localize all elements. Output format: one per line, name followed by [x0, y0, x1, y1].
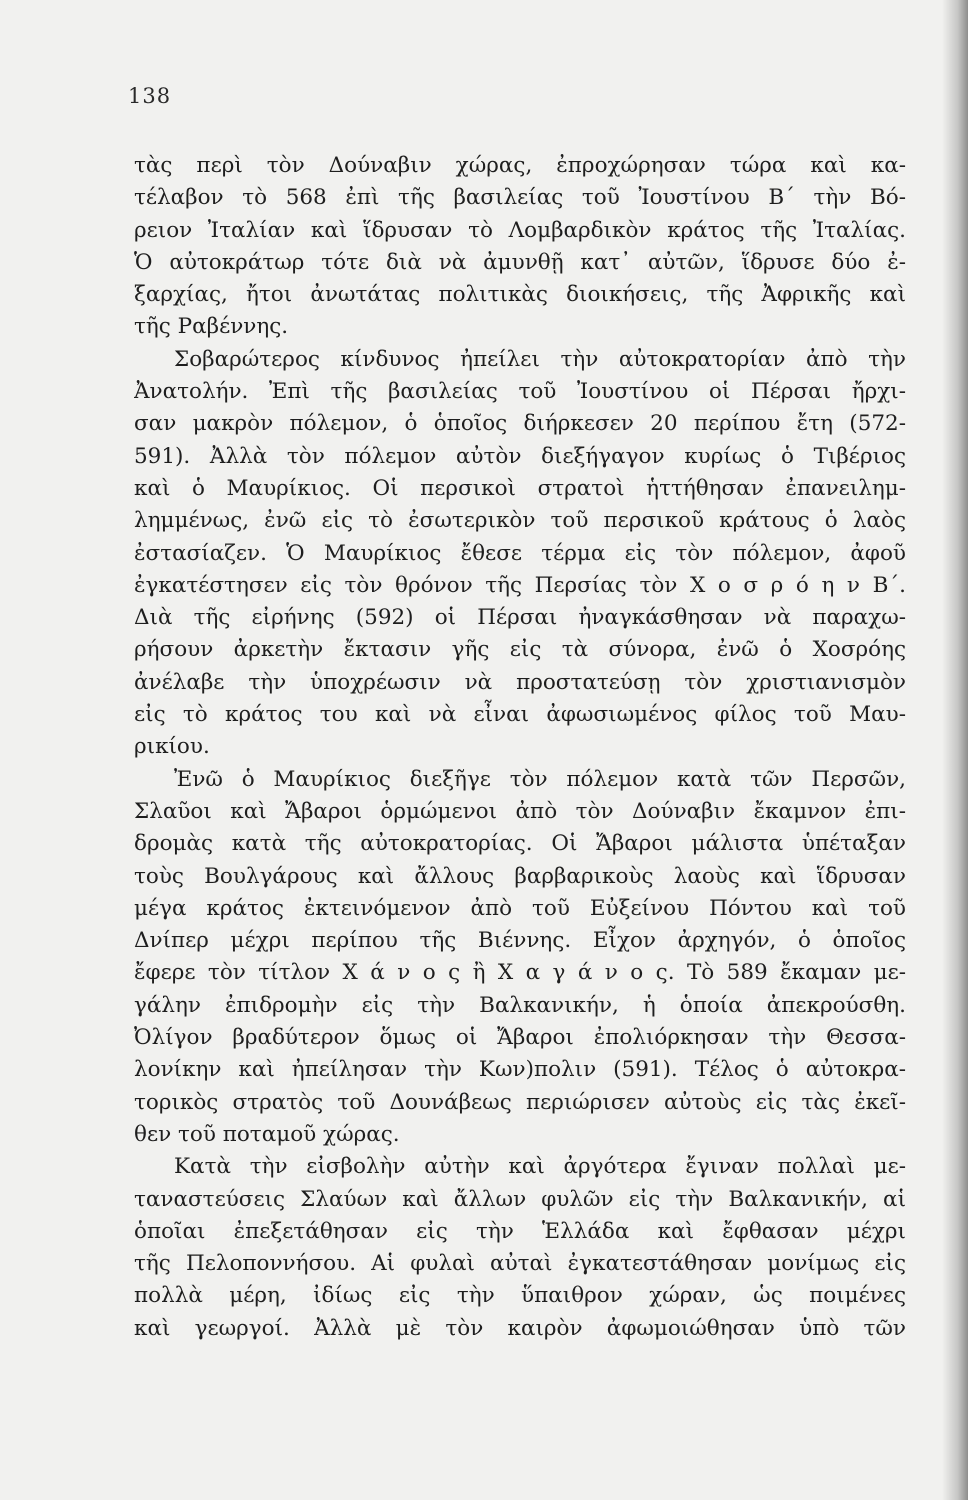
text-line: ἔφερε τὸν τίτλον Χ ά ν ο ς ἢ Χ α γ ά ν ο ς. Τὸ 589 ἔκαμαν με- — [134, 960, 906, 986]
text-line: ταναστεύσεις Σλαύων καὶ ἄλλων φυλῶν εἰς τὴν Βαλκανικήν, αἱ — [134, 1186, 906, 1212]
text-line: καὶ ὁ Μαυρίκιος. Οἱ περσικοὶ στρατοὶ ἡττήθησαν ἐπανειλημ- — [134, 475, 906, 501]
text-line: πολλὰ μέρη, ἰδίως εἰς τὴν ὕπαιθρον χώραν, ὡς ποιμένες — [134, 1283, 906, 1309]
text-line: Ἐνῶ ὁ Μαυρίκιος διεξῆγε τὸν πόλεμον κατὰ τῶν Περσῶν, — [174, 766, 906, 792]
text-line: Σλαῦοι καὶ Ἄβαροι ὁρμώμενοι ἀπὸ τὸν Δούναβιν ἔκαμνον ἐπι- — [134, 798, 906, 824]
text-line: τῆς Ραβέννης. — [134, 314, 289, 340]
text-line: θεν τοῦ ποταμοῦ χώρας. — [134, 1121, 400, 1147]
text-line: Διὰ τῆς εἰρήνης (592) οἱ Πέρσαι ἠναγκάσθησαν νὰ παραχω- — [134, 605, 906, 631]
scan-shadow-edge — [942, 0, 968, 1500]
text-line: Κατὰ τὴν εἰσβολὴν αὐτὴν καὶ ἀργότερα ἔγιναν πολλαὶ με- — [174, 1154, 906, 1180]
text-line: Σοβαρώτερος κίνδυνος ἠπείλει τὴν αὐτοκρατορίαν ἀπὸ τὴν — [174, 346, 906, 372]
text-line: ἐγκατέστησεν εἰς τὸν θρόνον τῆς Περσίας τὸν Χ ο σ ρ ό η ν Β΄. — [134, 572, 906, 598]
text-line: Δνίπερ μέχρι περίπου τῆς Βιέννης. Εἶχον ἀρχηγόν, ὁ ὁποῖος — [134, 928, 906, 954]
text-line: μέγα κράτος ἐκτεινόμενον ἀπὸ τοῦ Εὐξείνου Πόντου καὶ τοῦ — [134, 895, 906, 921]
text-line: λονίκην καὶ ἠπείλησαν τὴν Κων)πολιν (591). Τέλος ὁ αὐτοκρα- — [134, 1057, 906, 1083]
text-line: τῆς Πελοποννήσου. Αἱ φυλαὶ αὐταὶ ἐγκατεστάθησαν μονίμως εἰς — [134, 1251, 906, 1277]
text-line: ἐστασίαζεν. Ὁ Μαυρίκιος ἔθεσε τέρμα εἰς τὸν πόλεμον, ἀφοῦ — [134, 540, 906, 566]
text-line: ὁποῖαι ἐπεξετάθησαν εἰς τὴν Ἑλλάδα καὶ ἔφθασαν μέχρι — [134, 1218, 906, 1244]
text-line: καὶ γεωργοί. Ἀλλὰ μὲ τὸν καιρὸν ἀφωμοιώθησαν ὑπὸ τῶν — [134, 1315, 906, 1341]
text-line: γάλην ἐπιδρομὴν εἰς τὴν Βαλκανικήν, ἡ ὁποία ἀπεκρούσθη. — [134, 992, 906, 1018]
text-line: εἰς τὸ κράτος του καὶ νὰ εἶναι ἀφωσιωμένος φίλος τοῦ Μαυ- — [134, 702, 906, 728]
text-line: ρικίου. — [134, 734, 210, 760]
text-line: τέλαβον τὸ 568 ἐπὶ τῆς βασιλείας τοῦ Ἰουστίνου Β΄ τὴν Βό- — [134, 185, 906, 211]
text-line: σαν μακρὸν πόλεμον, ὁ ὁποῖος διήρκεσεν 20 περίπου ἔτη (572- — [134, 411, 906, 437]
text-line: ρήσουν ἀρκετὴν ἔκτασιν γῆς εἰς τὰ σύνορα, ἐνῶ ὁ Χοσρόης — [134, 637, 906, 663]
text-line: Ἀνατολήν. Ἐπὶ τῆς βασιλείας τοῦ Ἰουστίνου οἱ Πέρσαι ἤρχι- — [134, 379, 906, 405]
text-line: ἀνέλαβε τὴν ὑποχρέωσιν νὰ προστατεύσῃ τὸν χριστιανισμὸν — [134, 669, 906, 695]
text-line: Ὁ αὐτοκράτωρ τότε διὰ νὰ ἀμυνθῇ κατ᾽ αὐτῶν, ἵδρυσε δύο ἐ- — [134, 249, 906, 275]
text-line: τορικὸς στρατὸς τοῦ Δουνάβεως περιώρισεν αὐτοὺς εἰς τὰς ἐκεῖ- — [134, 1089, 906, 1115]
text-line: Ὀλίγον βραδύτερον ὅμως οἱ Ἄβαροι ἐπολιόρκησαν τὴν Θεσσα- — [134, 1025, 906, 1051]
text-line: ρειον Ἰταλίαν καὶ ἵδρυσαν τὸ Λομβαρδικὸν κράτος τῆς Ἰταλίας. — [134, 217, 906, 243]
text-line: ξαρχίας, ἤτοι ἀνωτάτας πολιτικὰς διοικήσεις, τῆς Ἀφρικῆς καὶ — [134, 282, 906, 308]
page-number: 138 — [128, 84, 172, 108]
text-line: δρομὰς κατὰ τῆς αὐτοκρατορίας. Οἱ Ἄβαροι μάλιστα ὑπέταξαν — [134, 831, 906, 857]
body-text — [134, 150, 906, 1345]
text-line: τοὺς Βουλγάρους καὶ ἄλλους βαρβαρικοὺς λαοὺς καὶ ἵδρυσαν — [134, 863, 906, 889]
text-line: 591). Ἀλλὰ τὸν πόλεμον αὐτὸν διεξήγαγον κυρίως ὁ Τιβέριος — [134, 443, 906, 469]
text-line: τὰς περὶ τὸν Δούναβιν χώρας, ἐπροχώρησαν τώρα καὶ κα- — [134, 153, 906, 178]
text-line: λημμένως, ἐνῶ εἰς τὸ ἐσωτερικὸν τοῦ περσικοῦ κράτους ὁ λαὸς — [134, 508, 906, 534]
